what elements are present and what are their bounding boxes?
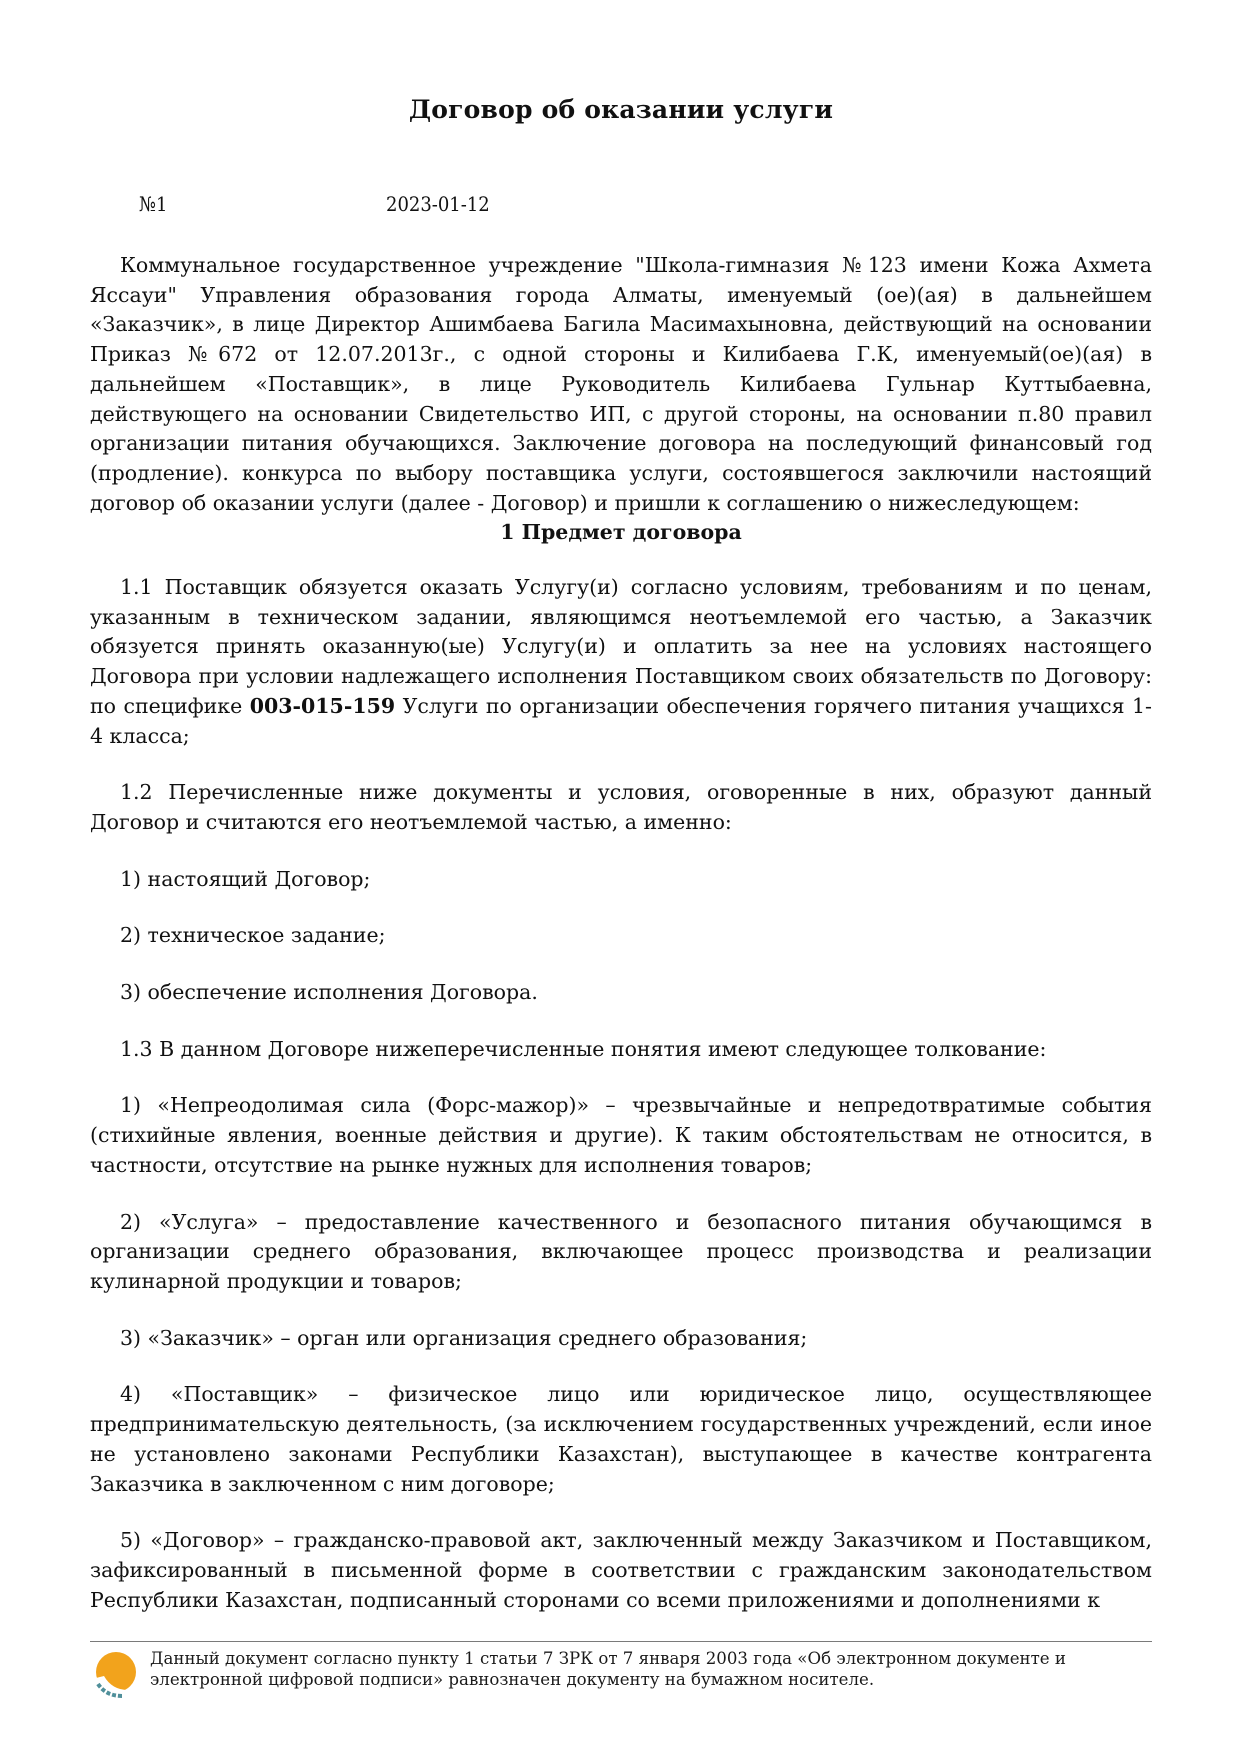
definition-item: 2) «Услуга» – предоставление качественного и безопасного питания обучающимся в организации среднего образования, включающее процесс производства и реализации кулинарной продукции и товаров;: [90, 1209, 1152, 1293]
clause-1-3: 1.3 В данном Договоре нижеперечисленные понятия имеют следующее толкование:: [120, 1036, 1047, 1061]
clause-1-2: 1.2 Перечисленные ниже документы и условия, оговоренные в них, образуют данный Договор и считаются его неотъемлемой частью, а именно:: [90, 780, 1152, 834]
list-item: 3) обеспечение исполнения Договора.: [120, 980, 538, 1005]
document-title: Договор об оказании услуги: [408, 95, 834, 124]
document-date: 2023-01-12: [386, 192, 490, 216]
definition-item: 5) «Договор» – гражданско-правовой акт, заключенный между Заказчиком и Поставщиком, зафиксированный в письменной форме в соответствии с гражданским законодательством Республики Казахстан, подписанный сторонами со всеми приложениями и дополнениями к: [90, 1528, 1152, 1612]
clause-1-1-text-end: Услуги по организации обеспечения горячего питания учащихся 1-4 класса;: [90, 693, 1152, 748]
clause-1-1-text-start: 1.1 Поставщик обязуется оказать Услугу(и) согласно условиям, требованиям и по ценам, указанным в техническом задании, являющимся неотъемлемой его частью, а Заказчик обязуется принять оказанную(ые) Услугу(и) и оплатить за нее на условиях настоящего Договора при условии надлежащего исполнения Поставщиком своих обязательств по Договору: по специфике: [90, 575, 1152, 718]
spec-code: 003-015-159: [249, 693, 396, 718]
legal-notice: [150, 1648, 1066, 1690]
document-number: №1: [139, 192, 168, 216]
definition-item: 4) «Поставщик» – физическое лицо или юридическое лицо, осуществляющее предпринимательскую деятельность, (за исключением государственных учреждений, если иное не установлено законами Республики Казахстан), выступающее в качестве контрагента Заказчика в заключенном с ним договоре;: [90, 1382, 1152, 1496]
list-item: 1) настоящий Договор;: [120, 866, 371, 891]
esign-sun-logo-icon: [92, 1650, 138, 1698]
clause-1-1: [90, 573, 1152, 751]
preamble-paragraph: Коммунальное государственное учреждение "Школа-гимназия №123 имени Кожа Ахмета Яссауи" Управления образования города Алматы, именуемый (ое)(ая) в дальнейшем «Заказчик», в лице Директор Ашимбаева Багила Масимахыновна, действующий на основании Приказ №672 от 12.07.2013г., с одной стороны и Килибаева Г.К, именуемый(ое)(ая) в дальнейшем «Поставщик», в лице Руководитель Килибаева Гульнар Куттыбаевна, действующего на основании Свидетельство ИП, с другой стороны, на основании п.80 правил организации питания обучающихся. Заключение договора на последующий финансовый год (продление). конкурса по выбору поставщика услуги, состоявшегося заключили настоящий договор об оказании услуги (далее - Договор) и пришли к соглашению о нижеследующем:: [90, 253, 1152, 515]
footer-divider: [90, 1641, 1152, 1642]
section-heading-1: 1 Предмет договора: [500, 520, 742, 545]
legal-notice-line-1: Данный документ согласно пункту 1 статьи 7 ЗРК от 7 января 2003 года «Об электронном документе и: [150, 1649, 1066, 1668]
legal-notice-line-2: электронной цифровой подписи» равнозначен документу на бумажном носителе.: [150, 1670, 875, 1689]
document-body: [90, 251, 1152, 1615]
list-item: 2) техническое задание;: [120, 923, 386, 948]
definition-item: 3) «Заказчик» – орган или организация среднего образования;: [120, 1325, 808, 1350]
definition-item: 1) «Непреодолимая сила (Форс-мажор)» – чрезвычайные и непредотвратимые события (стихийные явления, военные действия и другие). К таким обстоятельствам не относится, в частности, отсутствие на рынке нужных для исполнения товаров;: [90, 1093, 1152, 1177]
page-footer: [92, 1648, 1152, 1708]
